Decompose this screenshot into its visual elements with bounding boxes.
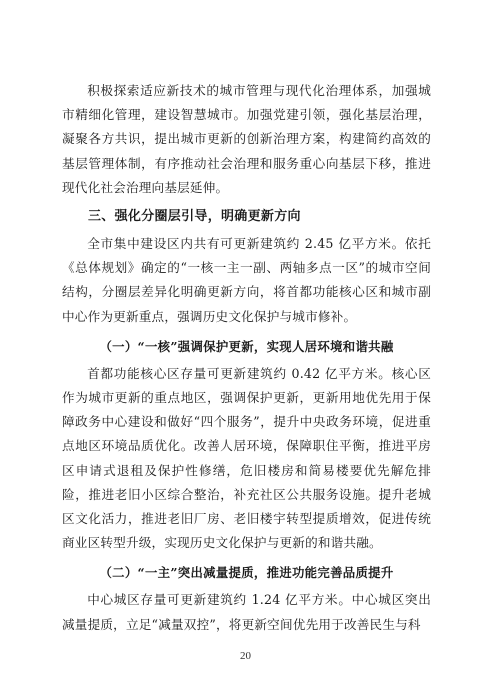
subsection-heading-2: （二）“一主”突出减量提质，推进功能完善品质提升	[99, 565, 394, 581]
paragraph-central-city: 中心城区存量可更新建筑约 1.24 亿平方米。中心城区突出减量提质，立足“减量双控”，将更新空间优先用于改善民生与科	[62, 592, 431, 632]
subsection-heading-1: （一）“一核”强调保护更新，实现人居环境和谐共融	[99, 338, 394, 354]
page-number: 20	[240, 650, 251, 662]
paragraph-core-area: 首都功能核心区存量可更新建筑约 0.42 亿平方米。核心区作为城市更新的重点地区，强调保护更新，更新用地优先用于保障政务中心建设和做好“四个服务”，提升中央政务环境，促进重点地区环境品质优化。改善人居环境，保障职住平衡，推进平房区申请式退租及保护性修缮，危旧楼房和简易楼要优先解危排险，推进老旧小区综合整治，补充社区公共服务设施。提升老城区文化活力，推进老旧厂房、老旧楼宇转型提质增效，促进传统商业区转型升级，实现历史文化保护与更新的和谐共融。	[62, 365, 431, 551]
paragraph-governance: 积极探索适应新技术的城市管理与现代化治理体系，加强城市精细化管理，建设智慧城市。加强党建引领，强化基层治理，凝聚各方共识，提出城市更新的创新治理方案，构建简约高效的基层管理体制，有序推动社会治理和服务重心向基层下移，推进现代化社会治理向基层延伸。	[62, 83, 431, 195]
page-body	[62, 79, 431, 637]
paragraph-update-direction: 全市集中建设区内共有可更新建筑约 2.45 亿平方米。依托《总体规划》确定的“一核一主一副、两轴多点一区”的城市空间结构，分圈层差异化明确更新方向，将首都功能核心区和城市副中心作为更新重点，强调历史文化保护与城市修补。	[62, 236, 431, 324]
section-heading-3: 三、强化分圈层引导，明确更新方向	[88, 209, 301, 225]
